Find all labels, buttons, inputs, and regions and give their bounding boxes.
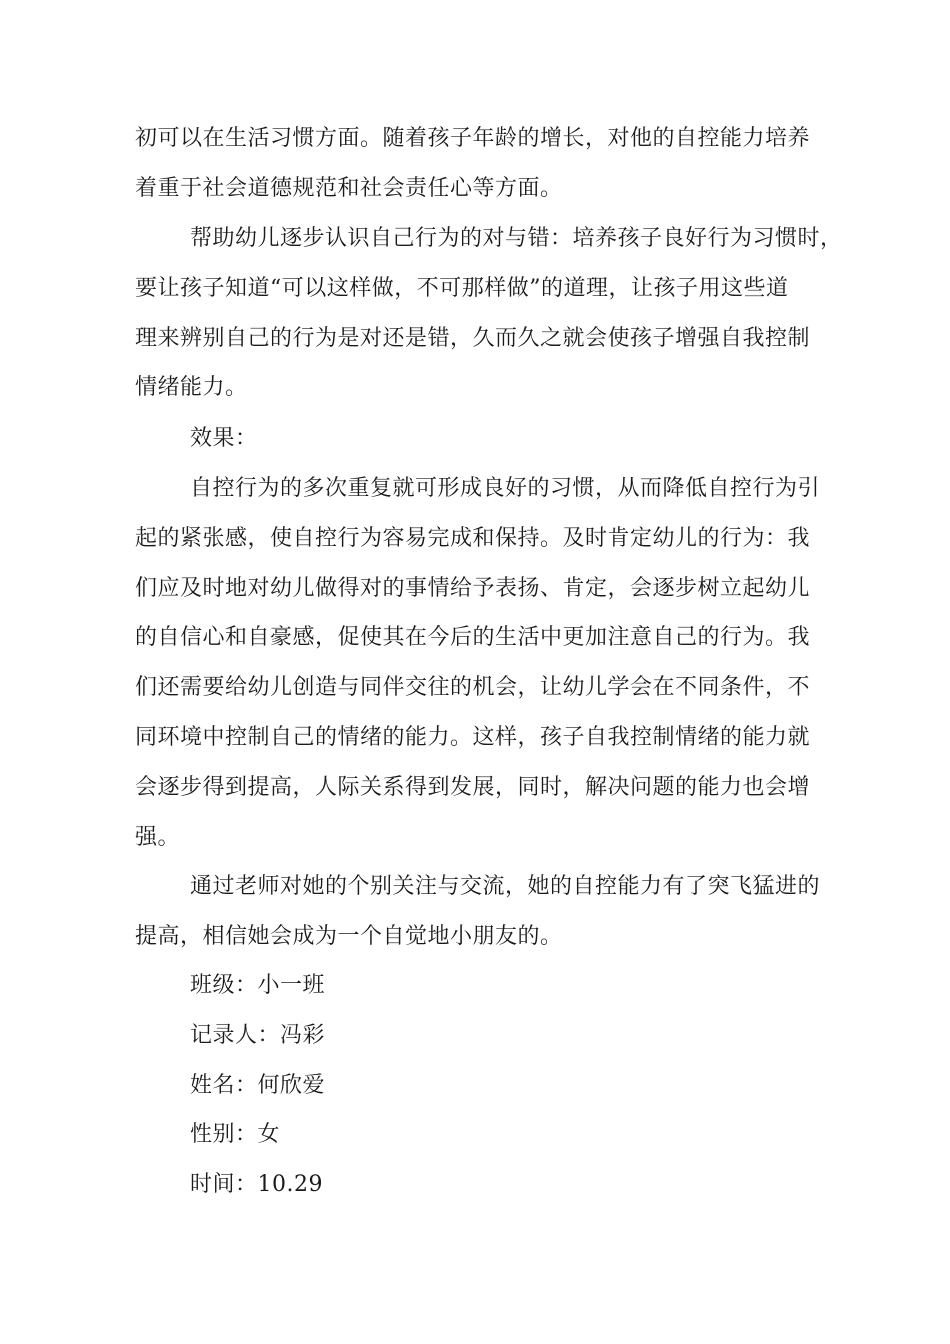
text-line: 情绪能力。 [135, 375, 248, 401]
paragraph-right-wrong [135, 214, 843, 413]
text-line: 初可以在生活习惯方面。随着孩子年龄的增长，对他的自控能力培养 [135, 126, 811, 151]
paragraph-effect-heading [135, 414, 835, 464]
text-line: 起的紧张感，使自控行为容易完成和保持。及时肯定幼儿的行为：我 [135, 525, 811, 551]
text-line: 着重于社会道德规范和社会责任心等方面。 [135, 175, 563, 201]
text-line: 效果： [190, 426, 258, 451]
paragraph-effect-body [135, 464, 835, 862]
text-line: 们应及时地对幼儿做得对的事情给予表扬、肯定，会逐步树立起幼儿 [135, 575, 811, 601]
record-recorder: 记录人：冯彩 [190, 1022, 326, 1048]
text-line: 通过老师对她的个别关注与交流，她的自控能力有了突飞猛进的 [190, 874, 821, 899]
text-line: 的自信心和自豪感，促使其在今后的生活中更加注意自己的行为。我 [135, 625, 811, 651]
text-line: 同环境中控制自己的情绪的能力。这样，孩子自我控制情绪的能力就 [135, 724, 811, 750]
text-line: 帮助幼儿逐步认识自己行为的对与错：培养孩子良好行为习惯时， [190, 226, 843, 251]
text-line: 们还需要给幼儿创造与同伴交往的机会，让幼儿学会在不同条件，不 [135, 675, 811, 701]
record-name: 姓名：何欣爱 [190, 1072, 326, 1098]
text-line: 理来辨别自己的行为是对还是错，久而久之就会使孩子增强自我控制 [135, 325, 811, 351]
text-line: 会逐步得到提高，人际关系得到发展，同时，解决问题的能力也会增 [135, 774, 811, 800]
text-line: 自控行为的多次重复就可形成良好的习惯，从而降低自控行为引 [190, 476, 821, 501]
paragraph-habits [135, 114, 835, 214]
text-line: 强。 [135, 824, 181, 850]
paragraph-conclusion [135, 862, 835, 962]
record-class: 班级：小一班 [190, 973, 326, 998]
record-info [135, 961, 835, 1210]
record-gender: 性别：女 [190, 1122, 281, 1148]
text-line: 要让孩子知道“可以这样做，不可那样做”的道理，让孩子用这些道 [135, 275, 789, 301]
text-line: 提高，相信她会成为一个自觉地小朋友的。 [135, 923, 563, 949]
record-time: 时间：10.29 [190, 1172, 323, 1198]
